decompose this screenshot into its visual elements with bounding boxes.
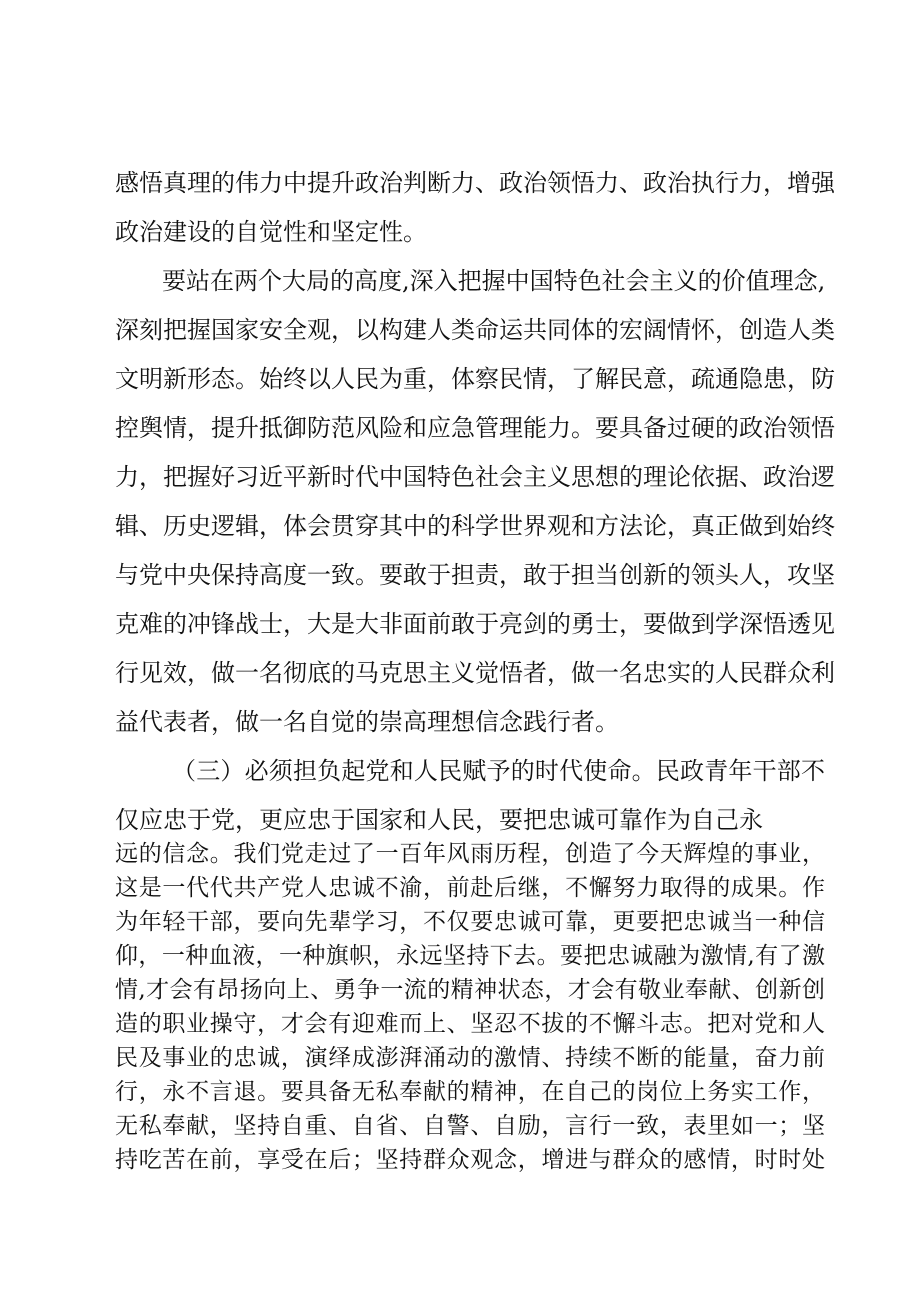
paragraph-3-line-7: 情,才会有昂扬向上、勇争一流的精神状态，才会有敬业奉献、创新创 xyxy=(115,977,825,1003)
paragraph-3-line-5: 为年轻干部，要向先辈学习，不仅要忠诚可靠，更要把忠诚当一种信 xyxy=(115,909,825,935)
paragraph-3-line-4: 这是一代代共产党人忠诚不渝，前赴后继，不懈努力取得的成果。作 xyxy=(115,875,825,901)
paragraph-2-line-9: 行见效，做一名彻底的马克思主义觉悟者，做一名忠实的人民群众利 xyxy=(115,659,835,687)
paragraph-2-line-1: 要站在两个大局的高度,深入把握中国特色社会主义的价值理念, xyxy=(162,267,826,295)
paragraph-3-line-9: 民及事业的忠诚，演绎成澎湃涌动的激情、持续不断的能量，奋力前 xyxy=(115,1045,825,1071)
paragraph-3-line-10: 行，永不言退。要具备无私奉献的精神，在自己的岗位上务实工作， xyxy=(115,1079,825,1105)
paragraph-2-line-8: 克难的冲锋战士，大是大非面前敢于亮剑的勇士，要做到学深悟透见 xyxy=(115,610,835,638)
paragraph-2-line-2: 深刻把握国家安全观，以构建人类命运共同体的宏阔情怀，创造人类 xyxy=(115,316,835,344)
paragraph-2-line-7: 与党中央保持高度一致。要敢于担责，敢于担当创新的领头人，攻坚 xyxy=(115,561,835,589)
paragraph-2-line-5: 力，把握好习近平新时代中国特色社会主义思想的理论依据、政治逻 xyxy=(115,463,835,491)
paragraph-3-line-6: 仰，一种血液，一种旗帜，永远坚持下去。要把忠诚融为激情,有了激 xyxy=(115,943,825,969)
paragraph-2-line-3: 文明新形态。始终以人民为重，体察民情，了解民意，疏通隐患，防 xyxy=(115,365,835,393)
paragraph-1-line-2: 政治建设的自觉性和坚定性。 xyxy=(115,218,427,246)
paragraph-3-line-8: 造的职业操守，才会有迎难而上、坚忍不拔的不懈斗志。把对党和人 xyxy=(115,1011,825,1037)
paragraph-2-line-4: 控舆情，提升抵御防范风险和应急管理能力。要具备过硬的政治领悟 xyxy=(115,414,835,442)
paragraph-1-line-1: 感悟真理的伟力中提升政治判断力、政治领悟力、政治执行力，增强 xyxy=(115,169,835,197)
paragraph-2-line-6: 辑、历史逻辑，体会贯穿其中的科学世界观和方法论，真正做到始终 xyxy=(115,512,835,540)
paragraph-3-line-11: 无私奉献，坚持自重、自省、自警、自励，言行一致，表里如一；坚 xyxy=(115,1113,825,1139)
paragraph-2-line-10: 益代表者，做一名自觉的崇高理想信念践行者。 xyxy=(115,708,619,736)
paragraph-3-line-1: （三）必须担负起党和人民赋予的时代使命。民政青年干部不 xyxy=(172,757,825,785)
paragraph-3-line-3: 远的信念。我们党走过了一百年风雨历程，创造了今天辉煌的事业， xyxy=(115,841,825,867)
paragraph-3-line-12: 持吃苦在前，享受在后；坚持群众观念，增进与群众的感情，时时处 xyxy=(115,1147,825,1173)
paragraph-3-line-2: 仅应忠于党，更应忠于国家和人民，要把忠诚可靠作为自己永 xyxy=(115,806,763,834)
